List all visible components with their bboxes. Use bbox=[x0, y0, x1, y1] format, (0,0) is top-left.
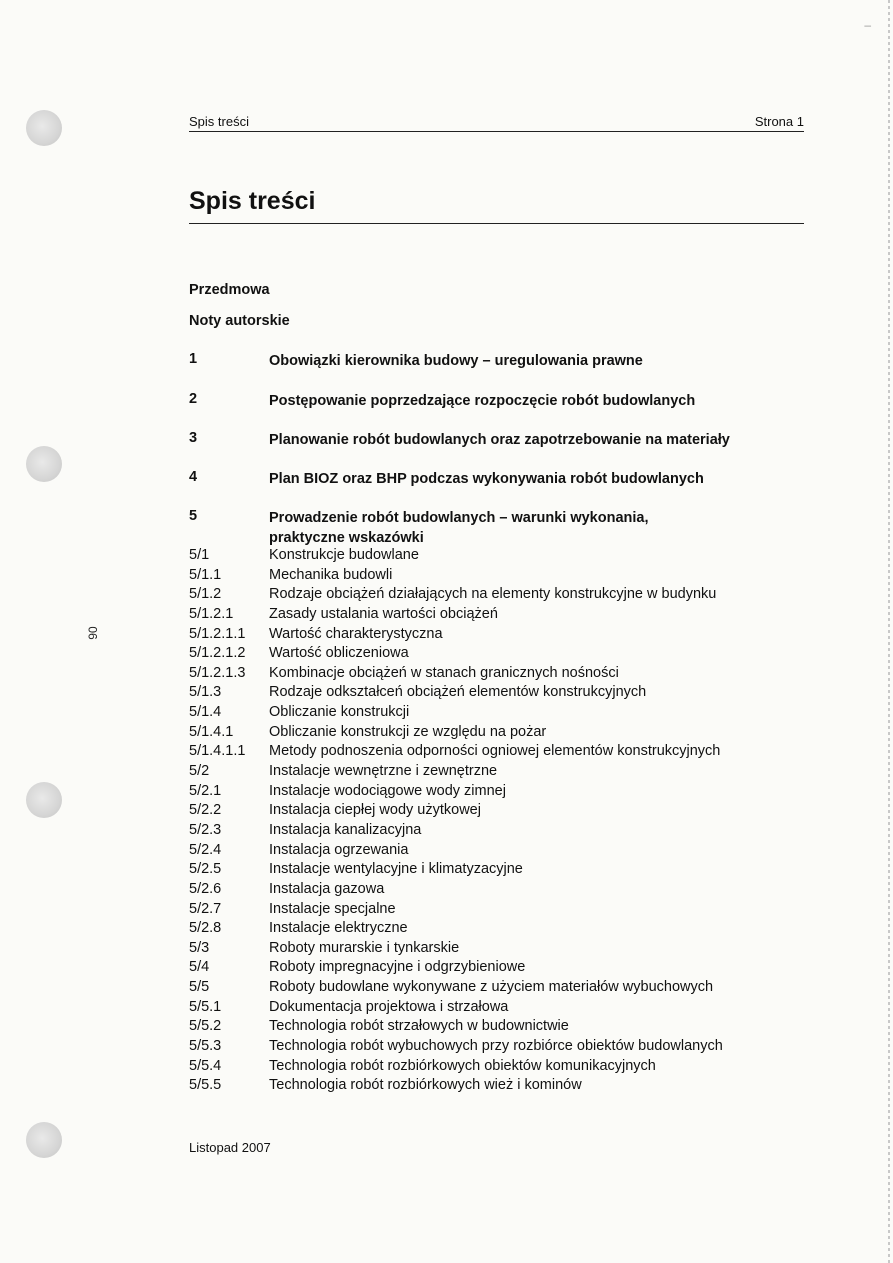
running-header bbox=[189, 114, 804, 132]
section-number: 5/2.3 bbox=[189, 821, 222, 838]
section-number: 5/1.4.1.1 bbox=[189, 743, 246, 760]
section-title: Rodzaje odkształceń obciążeń elementów konstrukcyjnych bbox=[269, 684, 647, 701]
page-title: Spis treści bbox=[189, 186, 804, 224]
binder-hole bbox=[26, 782, 62, 818]
chapter-title: Postępowanie poprzedzające rozpoczęcie robót budowlanych bbox=[269, 393, 696, 409]
running-header-right: Strona 1 bbox=[754, 114, 804, 129]
section-title: Instalacja kanalizacyjna bbox=[269, 821, 422, 838]
section-title: Dokumentacja projektowa i strzałowa bbox=[269, 998, 509, 1015]
section-list bbox=[189, 546, 809, 1096]
section-title: Roboty budowlane wykonywane z użyciem materiałów wybuchowych bbox=[269, 979, 714, 996]
chapter-number: 3 bbox=[189, 430, 198, 446]
section-title: Instalacje wewnętrzne i zewnętrzne bbox=[269, 763, 498, 780]
section-number: 5/1.4 bbox=[189, 704, 222, 721]
side-mark: 06 bbox=[85, 626, 100, 640]
section-number: 5/2.1 bbox=[189, 782, 222, 799]
section-title: Roboty murarskie i tynkarskie bbox=[269, 939, 460, 956]
chapter-title bbox=[269, 508, 809, 548]
section-row bbox=[189, 880, 809, 900]
section-row bbox=[189, 1057, 809, 1077]
section-title: Technologia robót strzałowych w budownictwie bbox=[269, 1018, 569, 1035]
section-title: Obliczanie konstrukcji ze względu na pożar bbox=[269, 723, 547, 740]
section-row bbox=[189, 958, 809, 978]
binder-hole bbox=[26, 1122, 62, 1158]
binder-hole bbox=[26, 110, 62, 146]
section-title: Instalacja ciepłej wody użytkowej bbox=[269, 802, 481, 819]
front-matter-author-notes: Noty autorskie bbox=[189, 313, 290, 329]
section-number: 5/5.2 bbox=[189, 1018, 222, 1035]
running-header-left: Spis treści bbox=[189, 114, 249, 129]
section-row bbox=[189, 978, 809, 998]
section-number: 5/1.2 bbox=[189, 586, 222, 603]
section-title: Technologia robót rozbiórkowych wież i kominów bbox=[269, 1077, 582, 1094]
section-number: 5/5.1 bbox=[189, 998, 222, 1015]
section-number: 5/1.2.1 bbox=[189, 605, 234, 622]
chapter-number: 5 bbox=[189, 508, 198, 524]
section-number: 5/1.4.1 bbox=[189, 723, 234, 740]
section-title: Instalacja ogrzewania bbox=[269, 841, 409, 858]
section-title: Zasady ustalania wartości obciążeń bbox=[269, 605, 498, 622]
section-number: 5/5.3 bbox=[189, 1038, 222, 1055]
section-row bbox=[189, 605, 809, 625]
section-number: 5/2 bbox=[189, 763, 210, 780]
section-row bbox=[189, 566, 809, 586]
section-number: 5/5 bbox=[189, 979, 210, 996]
section-number: 5/2.8 bbox=[189, 920, 222, 937]
footer-date: Listopad 2007 bbox=[189, 1140, 271, 1155]
section-number: 5/1.2.1.1 bbox=[189, 625, 246, 642]
section-title: Konstrukcje budowlane bbox=[269, 547, 419, 563]
section-number: 5/2.6 bbox=[189, 880, 222, 897]
section-title: Obliczanie konstrukcji bbox=[269, 704, 410, 721]
section-row bbox=[189, 919, 809, 939]
section-row bbox=[189, 683, 809, 703]
section-title: Wartość obliczeniowa bbox=[269, 645, 409, 662]
section-number: 5/2.2 bbox=[189, 802, 222, 819]
section-row bbox=[189, 625, 809, 645]
chapter-title-line1: Prowadzenie robót budowlanych – warunki wykonania, bbox=[269, 510, 649, 526]
section-row bbox=[189, 664, 809, 684]
section-title: Technologia robót rozbiórkowych obiektów komunikacyjnych bbox=[269, 1057, 656, 1074]
chapter-title-line2: praktyczne wskazówki bbox=[269, 530, 424, 546]
section-row bbox=[189, 841, 809, 861]
chapter-number: 4 bbox=[189, 469, 198, 485]
section-title: Instalacje wentylacyjne i klimatyzacyjne bbox=[269, 861, 523, 878]
front-matter-preface: Przedmowa bbox=[189, 282, 270, 298]
section-number: 5/2.4 bbox=[189, 841, 222, 858]
section-title: Technologia robót wybuchowych przy rozbiórce obiektów budowlanych bbox=[269, 1038, 723, 1055]
section-row bbox=[189, 821, 809, 841]
section-row bbox=[189, 860, 809, 880]
section-row bbox=[189, 998, 809, 1018]
section-number: 5/1.1 bbox=[189, 566, 222, 583]
section-row bbox=[189, 762, 809, 782]
section-number: 5/4 bbox=[189, 959, 210, 976]
section-number: 5/5.5 bbox=[189, 1077, 222, 1094]
section-title: Kombinacje obciążeń w stanach granicznych nośności bbox=[269, 664, 619, 681]
section-row bbox=[189, 742, 809, 762]
section-row bbox=[189, 1076, 809, 1096]
section-title: Instalacje elektryczne bbox=[269, 920, 408, 937]
section-row bbox=[189, 1017, 809, 1037]
section-title: Instalacje wodociągowe wody zimnej bbox=[269, 782, 506, 799]
section-row bbox=[189, 644, 809, 664]
section-number: 5/5.4 bbox=[189, 1057, 222, 1074]
section-title: Mechanika budowli bbox=[269, 566, 393, 583]
section-row bbox=[189, 939, 809, 959]
section-number: 5/1 bbox=[189, 547, 210, 563]
chapter-title: Plan BIOZ oraz BHP podczas wykonywania robót budowlanych bbox=[269, 471, 704, 487]
chapter-title: Planowanie robót budowlanych oraz zapotrzebowanie na materiały bbox=[269, 432, 730, 448]
chapter-number: 1 bbox=[189, 351, 198, 367]
section-row bbox=[189, 1037, 809, 1057]
page-edge bbox=[888, 0, 890, 1263]
section-number: 5/2.7 bbox=[189, 900, 222, 917]
chapter-title: Obowiązki kierownika budowy – uregulowania prawne bbox=[269, 353, 643, 369]
section-row bbox=[189, 723, 809, 743]
binder-hole bbox=[26, 446, 62, 482]
chapter-number: 2 bbox=[189, 391, 198, 407]
section-row bbox=[189, 801, 809, 821]
section-title: Roboty impregnacyjne i odgrzybieniowe bbox=[269, 959, 526, 976]
section-title: Metody podnoszenia odporności ogniowej elementów konstrukcyjnych bbox=[269, 743, 721, 760]
corner-tick: – bbox=[864, 18, 871, 32]
section-number: 5/1.2.1.2 bbox=[189, 645, 246, 662]
section-number: 5/1.3 bbox=[189, 684, 222, 701]
section-row bbox=[189, 546, 809, 566]
section-title: Rodzaje obciążeń działających na elementy konstrukcyjne w budynku bbox=[269, 586, 717, 603]
section-title: Instalacje specjalne bbox=[269, 900, 396, 917]
section-row bbox=[189, 900, 809, 920]
section-row bbox=[189, 585, 809, 605]
section-title: Instalacja gazowa bbox=[269, 880, 385, 897]
section-row bbox=[189, 703, 809, 723]
section-number: 5/2.5 bbox=[189, 861, 222, 878]
section-number: 5/3 bbox=[189, 939, 210, 956]
section-title: Wartość charakterystyczna bbox=[269, 625, 443, 642]
section-number: 5/1.2.1.3 bbox=[189, 664, 246, 681]
section-row bbox=[189, 782, 809, 802]
